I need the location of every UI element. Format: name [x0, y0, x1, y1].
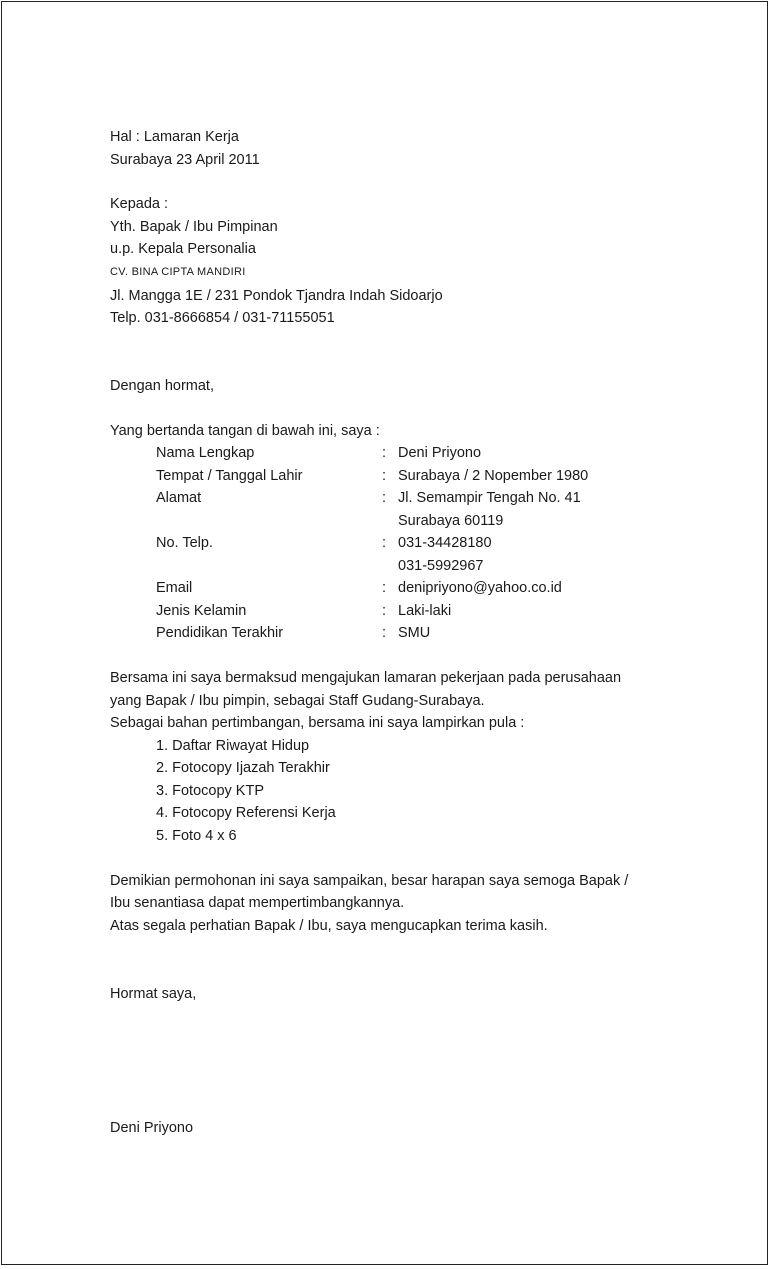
applicant-value: denipriyono@yahoo.co.id: [398, 580, 562, 596]
applicant-separator: :: [382, 603, 387, 619]
closing-line1: Demikian permohonan ini saya sampaikan, besar harapan saya semoga Bapak /: [110, 873, 629, 889]
attachment-item: 1. Daftar Riwayat Hidup: [156, 738, 310, 754]
applicant-value: Deni Priyono: [398, 445, 482, 461]
applicant-separator: :: [382, 468, 387, 484]
applicant-separator: :: [382, 625, 387, 641]
signature-name: Deni Priyono: [110, 1120, 194, 1136]
recipient-address: Jl. Mangga 1E / 231 Pondok Tjandra Indah Sidoarjo: [110, 288, 443, 304]
closing-line2: Ibu senantiasa dapat mempertimbangkannya.: [110, 895, 405, 911]
applicant-value: Jl. Semampir Tengah No. 41: [398, 490, 581, 506]
greeting: Dengan hormat,: [110, 378, 214, 394]
applicant-label: Pendidikan Terakhir: [156, 625, 284, 641]
applicant-value: 031-5992967: [398, 558, 484, 574]
recipient-to-label: Kepada :: [110, 196, 169, 212]
applicant-label: Nama Lengkap: [156, 445, 255, 461]
applicant-label: Jenis Kelamin: [156, 603, 247, 619]
recipient-line1: Yth. Bapak / Ibu Pimpinan: [110, 219, 278, 235]
applicant-separator: :: [382, 580, 387, 596]
applicant-label: Email: [156, 580, 193, 596]
closing-line3: Atas segala perhatian Bapak / Ibu, saya mengucapkan terima kasih.: [110, 918, 548, 934]
applicant-value: Surabaya / 2 Nopember 1980: [398, 468, 589, 484]
attachment-item: 4. Fotocopy Referensi Kerja: [156, 805, 336, 821]
applicant-separator: :: [382, 490, 387, 506]
attachment-item: 2. Fotocopy Ijazah Terakhir: [156, 760, 330, 776]
body-paragraph-2: Sebagai bahan pertimbangan, bersama ini saya lampirkan pula :: [110, 715, 525, 731]
applicant-label: Alamat: [156, 490, 202, 506]
recipient-company: CV. BINA CIPTA MANDIRI: [110, 266, 246, 278]
applicant-value: Surabaya 60119: [398, 513, 504, 529]
body-paragraph-1-line1: Bersama ini saya bermaksud mengajukan lamaran pekerjaan pada perusahaan: [110, 670, 622, 686]
applicant-separator: :: [382, 445, 387, 461]
applicant-separator: :: [382, 535, 387, 551]
recipient-phone: Telp. 031-8666854 / 031-71155051: [110, 310, 335, 326]
letter-page: [1, 1, 768, 1265]
applicant-value: SMU: [398, 625, 431, 641]
signoff: Hormat saya,: [110, 986, 197, 1002]
applicant-label: No. Telp.: [156, 535, 213, 551]
subject-line: Hal : Lamaran Kerja: [110, 129, 239, 145]
applicant-value: Laki-laki: [398, 603, 452, 619]
intro-line: Yang bertanda tangan di bawah ini, saya :: [110, 423, 380, 439]
attachment-item: 5. Foto 4 x 6: [156, 828, 237, 844]
applicant-value: 031-34428180: [398, 535, 492, 551]
applicant-label: Tempat / Tanggal Lahir: [156, 468, 303, 484]
body-paragraph-1-line2: yang Bapak / Ibu pimpin, sebagai Staff Gudang-Surabaya.: [110, 693, 485, 709]
place-date: Surabaya 23 April 2011: [110, 152, 260, 168]
attachment-item: 3. Fotocopy KTP: [156, 783, 264, 799]
recipient-line2: u.p. Kepala Personalia: [110, 241, 256, 257]
